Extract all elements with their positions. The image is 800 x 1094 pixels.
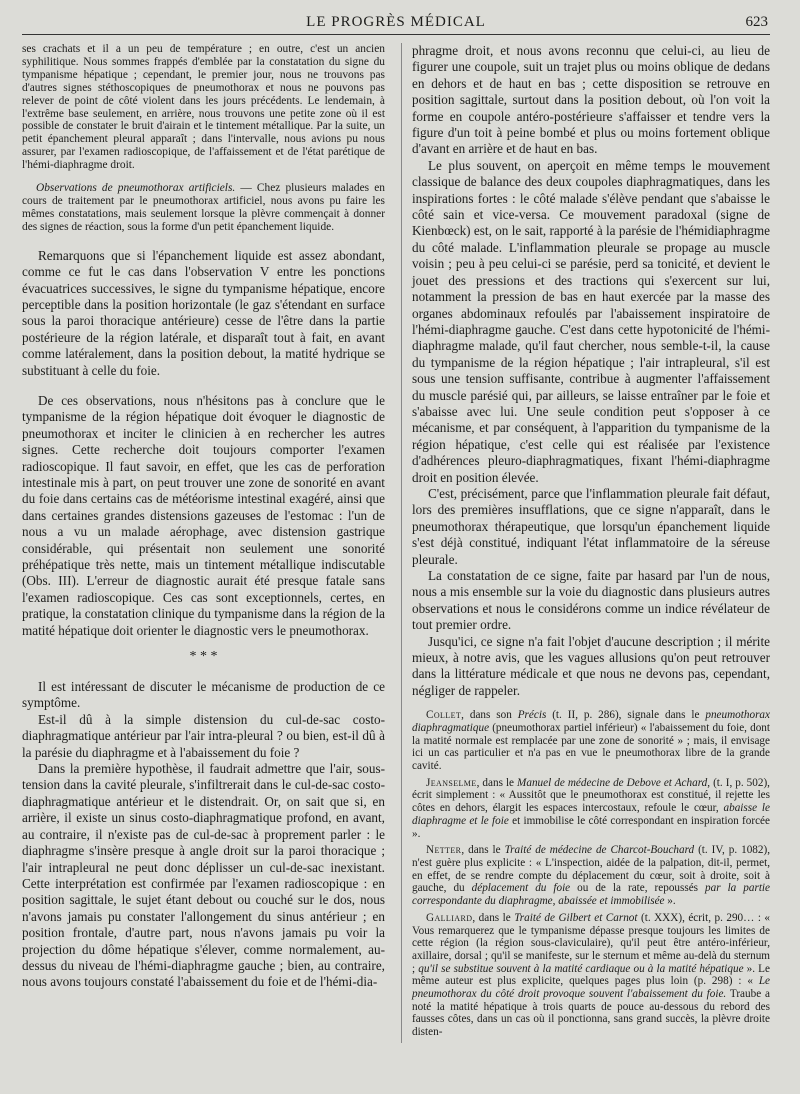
note-jeanselme: Jeanselme, dans le Manuel de médecine de Debove et Achard, (t. I, p. 502), écrit simplement : « Aussitôt que le pneumothorax est constitué, il rejette les côtes en dehors, élargit les espaces intercostaux, refoule le cœur, abaisse le diaphragme et le foie et immobilise le côté correspondant en inspiration forcée ».: [411, 776, 770, 840]
note-netter: Netter, dans le Traité de médecine de Charcot-Bouchard (t. IV, p. 1082), n'est guère plus explicite : « L'inspection, aidée de la palpation, dit-il, permet, en effet, de se rendre compte du déplacement du cœur, soit à droite, soit à gauche, du déplacement du foie ou de la rate, repoussés par la partie correspondante du diaphragme, abaissée et immobilisée ».: [411, 844, 770, 908]
paragraph-hypothesis-question: Est-il dû à la simple distension du cul-de-sac costo-diaphragmatique antérieur par l'air intra-pleural ? ou bien, est-il dû à la parésie du diaphragme et à l'abaissement du foie ?: [22, 711, 385, 760]
right-column: [401, 43, 770, 1043]
author-name: Netter: [425, 844, 462, 857]
paragraph-conclusion: De ces observations, nous n'hésitons pas à conclure que le tympanisme de la région hépatique doit évoquer le diagnostic de pneumothorax et inciter le clinicien à en rechercher les autres signes. Cette recherche doit toujours comporter l'examen radioscopique. Il faut savoir, en effet, que les cas de perforation intestinale mis à part, on peut trouver une zone de sonorité en avant du foie dans certains cas de météorisme intestinal exagéré, ainsi que dans certaines grandes distensions gazeuses de l'estomac : l'un de nous a vu un malade aérophage, avec distension gastrique considérable, qui présentait non seulement une sonorité préhépatique très nette, mais un tintement métallique indiscutable (Obs. III). L'erreur de diagnostic aurait été presque fatale sans l'examen radioscopique. Ces cas sont exceptionnels, certes, en pratique, la constatation clinique du tympanisme dans la région de la matité hépatique doit orienter le diagnostic vers le pneumothorax.: [22, 392, 385, 638]
observations-heading: Observations de pneumothorax artificiels.: [36, 182, 236, 195]
paragraph-no-description: Jusqu'ici, ce signe n'a fait l'objet d'aucune description ; il mérite mieux, à notre avis, que les vagues allusions qu'on peut retrouver dans la littérature médicale et que nous ne devons pas, cependant, négliger de rappeler.: [411, 633, 770, 698]
note-collet: Collet, dans son Précis (t. II, p. 286), signale dans le pneumothorax diaphragmatique (pneumothorax partiel inférieur) « l'abaissement du foie, dont la matité normale est remplacée par une zone de sonorité » ; mais, il envisage ici un cas particulier et n'a pas en vue le pneumothorax libre de la grande cavité.: [411, 709, 770, 773]
paragraph-sign-discovery: La constatation de ce signe, faite par hasard par l'un de nous, nous a mis ensemble sur la voie du diagnostic dans plusieurs autres observations et nous le considérons comme un indice révélateur de tout premier ordre.: [411, 568, 770, 633]
note-galliard: Galliard, dans le Traité de Gilbert et Carnot (t. XXX), écrit, p. 290… : « Vous remarquerez que le tympanisme dépasse presque toujours les limites de cette région (la région sous-claviculaire), qu'il peut être antéro-inférieur, axillaire, dorsal ; qu'il se manifeste, sur le sternum et même au-delà du sternum ; qu'il se substitue souvent à la matité cardiaque ou à la matité hépatique ». Le même auteur est plus explicite, quelques pages plus loin (p. 298) : « Le pneumothorax du côté droit provoque souvent l'abaissement du foie. Traube a noté la matité hépatique à trois quarts de pouce au-dessous du rebord des fausses côtes, dans un cas où il ponctionna, sans grand succès, la plèvre droite disten-: [411, 911, 770, 1039]
paragraph-balance-movement: Le plus souvent, on aperçoit en même temps le mouvement classique de balance des deux coupoles diaphragmatiques, dans les inspirations fortes : le côté malade s'élève pendant que s'abaisse le côté sain et vice-versa. Ce mouvement paradoxal (signe de Kienbœck) est, on le sait, rapporté à la parésie de l'hémidiaphragme du côté malade. L'inflammation pleurale se propage au muscle voisin ; peu à peu celui-ci se parésie, perd sa tonicité, et devient le jouet des pressions et des tractions qui s'exercent sur lui, notamment la pression de bas en haut exercée par la masse des organes abdominaux refoulés par l'abaissement inspiratoire de l'hémi-diaphragme gauche. C'est dans cette hypotonicité de l'hémi-diaphragme malade, qu'il faut chercher, nous semble-t-il, la cause du tympanisme de la région hépatique ; l'air intrapleural, s'il est sous une tension suffisante, contribue à augmenter l'affaissement du muscle parésié qui, par ailleurs, se laisse entraîner par le foie et s'abaisse avec lui. Une seule condition peut s'opposer à ce mécanisme, et par conséquent, à l'apparition du tympanisme de la région hépatique, c'est celle qui est réalisée par l'existence d'adhérences pleuro-diaphragmatiques, fixant l'hémi-diaphragme droit en position élevée.: [411, 157, 770, 485]
paragraph-case-description: ses crachats et il a un peu de température ; en outre, c'est un ancien syphilitique. Nous sommes frappés d'emblée par la constatation du signe du tympanisme hépatique ; cependant, le premier jour, nous ne trouvons pas d'autres signes stéthoscopiques de pneumothorax et nous ne pouvons pas relever de point de côté violent dans les jours précédents. Le lendemain, à l'extrême base seulement, en arrière, nous trouvons une petite zone où il est possible de constater le bruit d'airain et le tintement métallique. Par la suite, un petit épanchement pleural apparaît ; dans l'intervalle, nous avions pu nous assurer, par l'examen radioscopique, de l'affaissement et de l'état parétique de l'hémi-diaphragme droit.: [22, 43, 385, 172]
left-column: [22, 43, 385, 1043]
page-number: 623: [745, 14, 768, 30]
paragraph-artificial-pneumothorax: [22, 182, 385, 234]
journal-title: LE PROGRÈS MÉDICAL: [306, 14, 486, 30]
paragraph-first-hypothesis: Dans la première hypothèse, il faudrait admettre que l'air, sous-tension dans la cavité pleurale, s'infiltrerait dans le cul-de-sac costo-diaphragmatique antérieur et le distendrait. Or, on sait que si, en arrière, il existe un sinus costo-diaphragmatique profond, en avant, au contraire, il n'existe pas de cul-de-sac à proprement parler : le diaphragme s'insère presque à angle droit sur la paroi thoracique ; l'air intrapleural ne peut donc déplisser un cul-de-sac inexistant. Cette interprétation est confirmée par l'examen radioscopique : en position sagittale, le sujet étant debout ou couché sur le dos, nous n'avons jamais pu constater l'allongement du sinus antérieur ; en position frontale, d'autre part, nous n'avons jamais pu voir la projection du dôme hépatique s'élever, comme normalement, au-dessus du niveau de l'hémi-diaphragme gauche ; bien, au contraire, nous avons toujours constaté l'abaissement du foie et de l'hémi-dia-: [22, 761, 385, 990]
asterism-divider: * * *: [189, 649, 218, 665]
author-name: Galliard: [425, 911, 473, 924]
two-column-body: [22, 43, 770, 1043]
author-name: Collet: [425, 709, 462, 722]
page-header: [22, 8, 770, 35]
paragraph-diaphragm-continued: phragme droit, et nous avons reconnu que celui-ci, au lieu de figurer une coupole, suit un trajet plus ou moins oblique de dedans en dehors et de haut en bas ; cette disposition se retrouve en position sagittale, surtout dans la position debout, où l'on voit la forme en coupole antéro-postérieure s'affaisser et tendre vers la figure d'un toit à peine bombé et plus ou moins fortement oblique d'avant en arrière et de haut en bas.: [411, 43, 770, 157]
observations-body: — Chez plusieurs malades en cours de traitement par le pneumothorax artificiel, nous avons pu faire les mêmes constatations, mais seulement lorsque la plèvre commençait à donner des signes de réaction, sous la forme d'un petit épanchement liquide.: [22, 182, 385, 233]
author-name: Jeanselme: [425, 776, 477, 789]
paragraph-inflammation: C'est, précisément, parce que l'inflammation pleurale fait défaut, lors des premières insufflations, que ce signe n'apparaît, dans le pneumothorax thérapeutique, que lorsqu'un épanchement liquide s'est déjà constitué, indiquant l'état inflammatoire de la séreuse pleurale.: [411, 485, 770, 567]
literature-notes: [412, 709, 770, 1039]
paragraph-liquid-effusion: Remarquons que si l'épanchement liquide est assez abondant, comme ce fut le cas dans l'observation V entre les ponctions évacuatrices successives, le signe du tympanisme hépatique, encore perceptible dans la position horizontale (le gaz s'étendant en surface sous la paroi thoracique antérieure) cesse de l'être dans la partie postérieure de la région latérale, et disparaît tout à fait, en avant comme latéralement, dans la position debout, la matité hydrique se substituant à celle du foie.: [22, 247, 385, 378]
paragraph-mechanism-intro: Il est intéressant de discuter le mécanisme de production de ce symptôme.: [22, 679, 385, 711]
